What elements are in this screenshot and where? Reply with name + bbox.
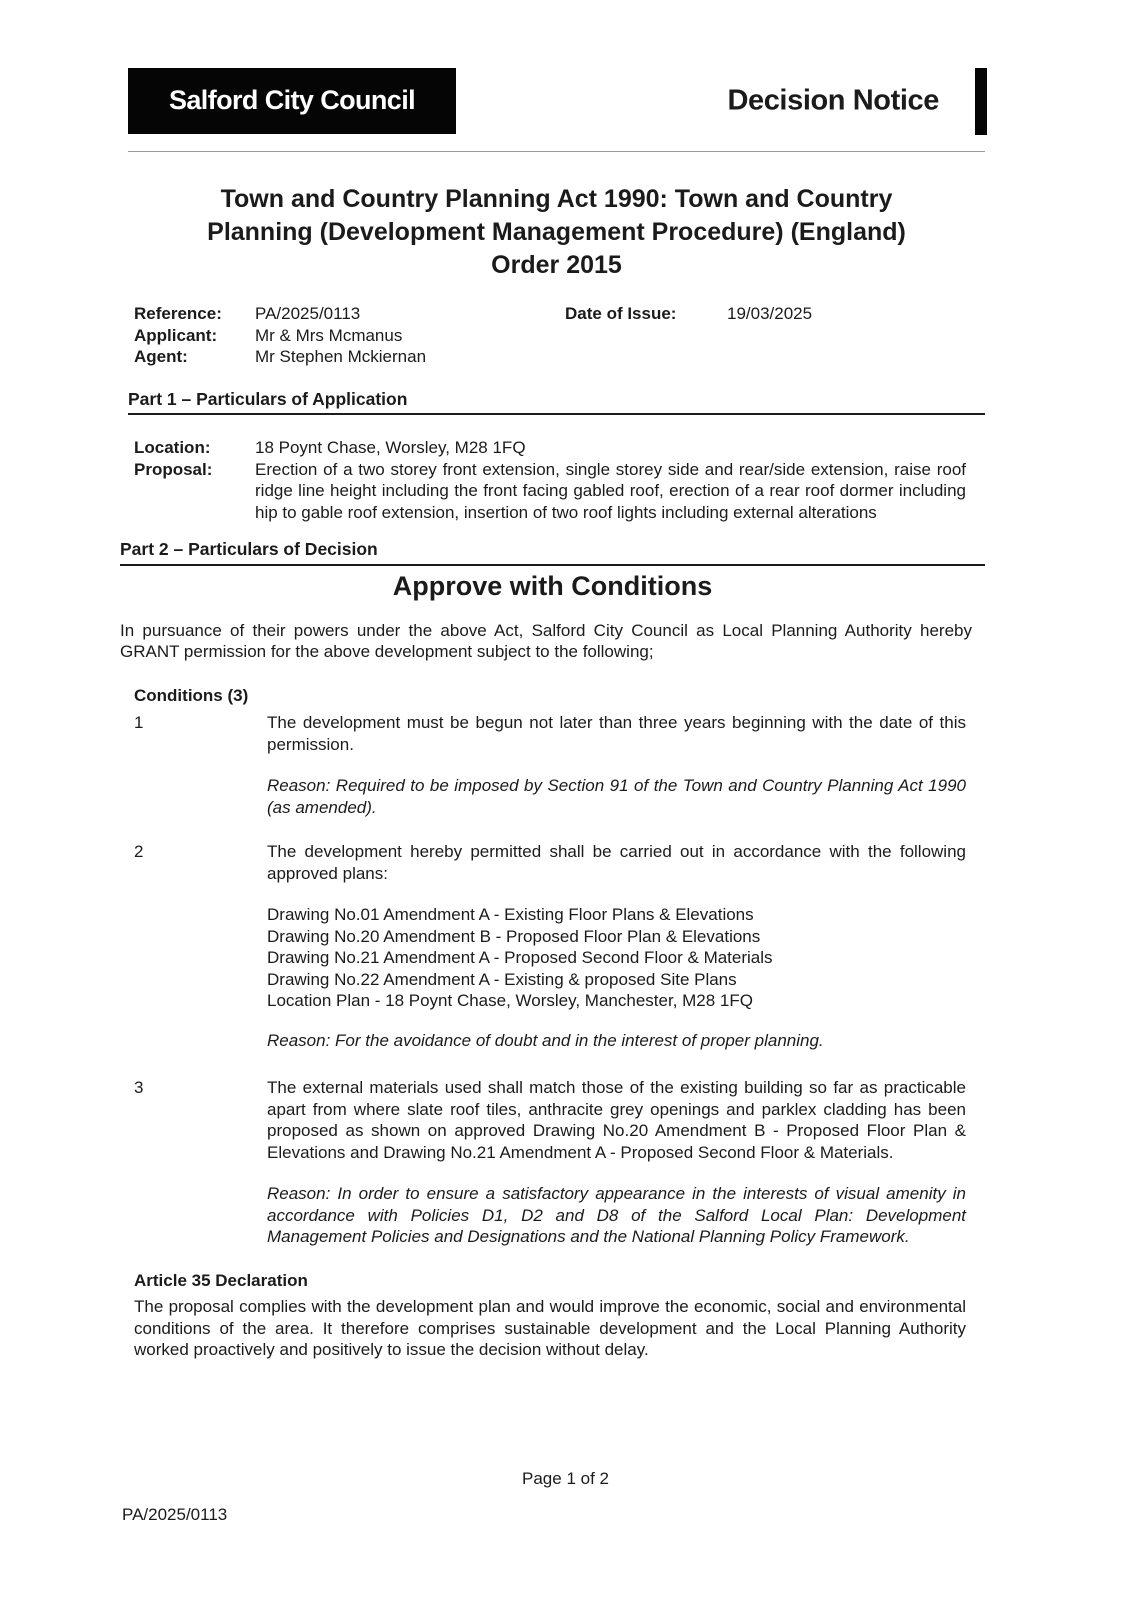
footer-reference: PA/2025/0113 bbox=[122, 1505, 228, 1524]
condition-2-number: 2 bbox=[134, 842, 144, 861]
document-title-line: Order 2015 bbox=[491, 251, 622, 279]
agent-value: Mr Stephen Mckiernan bbox=[255, 347, 427, 366]
article35-heading: Article 35 Declaration bbox=[134, 1270, 308, 1290]
condition-3 bbox=[134, 1077, 966, 1248]
date-of-issue-label: Date of Issue: bbox=[565, 304, 677, 323]
application-particulars bbox=[134, 437, 966, 523]
approved-plan-item: Drawing No.21 Amendment A - Proposed Second Floor & Materials bbox=[267, 948, 773, 967]
approved-plan-item: Drawing No.01 Amendment A - Existing Floor Plans & Elevations bbox=[267, 905, 754, 924]
location-value: 18 Poynt Chase, Worsley, M28 1FQ bbox=[255, 438, 526, 457]
part2-heading: Part 2 – Particulars of Decision bbox=[120, 539, 985, 566]
document-title-line: Town and Country Planning Act 1990: Town and Country bbox=[220, 185, 893, 213]
condition-3-reason: Reason: In order to ensure a satisfactory appearance in the interests of visual amenity in accordance with Policies D1, D2 and D8 of the Salford Local Plan: Development Management Policies and Designations and the National Planning Policy Framework. bbox=[267, 1184, 966, 1246]
header-accent-bar bbox=[975, 68, 987, 135]
document-type-title: Decision Notice bbox=[727, 84, 939, 117]
decision-heading: Approve with Conditions bbox=[392, 570, 713, 601]
approved-plans-list bbox=[267, 904, 966, 1012]
header-divider bbox=[128, 151, 985, 152]
condition-1-number: 1 bbox=[134, 713, 144, 732]
condition-2-reason: Reason: For the avoidance of doubt and in the interest of proper planning. bbox=[267, 1030, 824, 1050]
date-of-issue-value: 19/03/2025 bbox=[727, 304, 813, 323]
approved-plan-item: Drawing No.20 Amendment B - Proposed Floor Plan & Elevations bbox=[267, 926, 761, 946]
applicant-value: Mr & Mrs Mcmanus bbox=[255, 325, 403, 345]
condition-2-text: The development hereby permitted shall be carried out in accordance with the following approved plans: bbox=[267, 842, 966, 883]
council-logo-text: Salford City Council bbox=[168, 85, 416, 116]
page-content bbox=[120, 68, 985, 1361]
article35-text: The proposal complies with the development plan and would improve the economic, social and environmental conditions of the area. It therefore comprises sustainable development and the Local Planning Authority worked proactively and positively to issue the decision without delay. bbox=[134, 1297, 966, 1359]
application-meta bbox=[134, 303, 966, 368]
part2-section bbox=[120, 539, 985, 1361]
approved-plan-item: Location Plan - 18 Poynt Chase, Worsley, Manchester, M28 1FQ bbox=[267, 991, 753, 1010]
agent-label: Agent: bbox=[134, 347, 188, 366]
document-title-line: Planning (Development Management Procedure) (England) bbox=[207, 218, 906, 246]
page-number: Page 1 of 2 bbox=[522, 1469, 609, 1488]
reference-label: Reference: bbox=[134, 304, 222, 323]
condition-1-text: The development must be begun not later than three years beginning with the date of this permission. bbox=[267, 713, 966, 754]
conditions-heading: Conditions (3) bbox=[134, 685, 249, 705]
part1-heading: Part 1 – Particulars of Application bbox=[128, 389, 985, 416]
condition-1-reason: Reason: Required to be imposed by Section 91 of the Town and Country Planning Act 1990 (as amended). bbox=[267, 776, 966, 817]
proposal-value: Erection of a two storey front extension, single storey side and rear/side extension, raise roof ridge line height including the front facing gabled roof, erection of a rear roof dormer including hip to gable roof extension, insertion of two roof lights including external alterations bbox=[255, 459, 966, 522]
council-logo bbox=[128, 68, 456, 134]
condition-3-text: The external materials used shall match those of the existing building so far as practicable apart from where slate roof tiles, anthracite grey openings and parklex cladding has been proposed as shown on approved Drawing No.20 Amendment B - Proposed Floor Plan & Elevations and Drawing No.21 Amendment A - Proposed Second Floor & Materials. bbox=[267, 1078, 966, 1162]
reference-value: PA/2025/0113 bbox=[255, 304, 361, 323]
condition-1 bbox=[134, 712, 966, 818]
location-label: Location: bbox=[134, 438, 211, 457]
applicant-label: Applicant: bbox=[134, 325, 218, 345]
condition-2 bbox=[134, 841, 966, 1051]
grant-statement: In pursuance of their powers under the above Act, Salford City Council as Local Planning Authority hereby GRANT permission for the above development subject to the following; bbox=[120, 620, 972, 661]
condition-3-number: 3 bbox=[134, 1078, 144, 1097]
approved-plan-item: Drawing No.22 Amendment A - Existing & proposed Site Plans bbox=[267, 969, 737, 989]
header bbox=[128, 68, 985, 134]
document-title bbox=[128, 183, 985, 282]
proposal-label: Proposal: bbox=[134, 459, 213, 479]
